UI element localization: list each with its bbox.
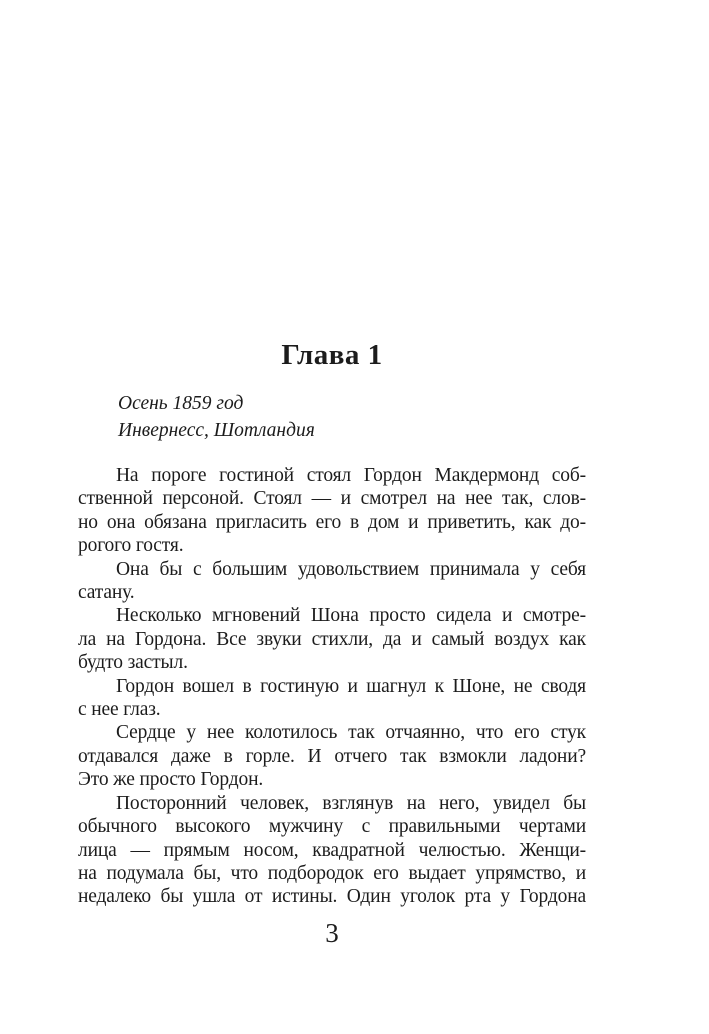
body-line: ственной персоной. Стоял — и смотрел на нее так, слов- xyxy=(78,488,586,510)
body-line: на подумала бы, что подбородок его выдает упрямство, и xyxy=(78,862,586,884)
body-line: лица — прямым носом, квадратной челюстью. Женщи- xyxy=(78,839,586,861)
body-line: Посторонний человек, взглянув на него, увидел бы xyxy=(116,792,586,814)
body-line: На пороге гостиной стоял Гордон Макдермонд соб- xyxy=(116,465,586,486)
chapter-title: Глава 1 xyxy=(281,339,383,371)
epigraph-place: Инвернесс, Шотландия xyxy=(118,420,315,441)
body-line: Она бы с большим удовольствием принимала у себя xyxy=(116,558,586,580)
body-line: отдавался даже в горле. И отчего так взмокли ладони? xyxy=(78,745,586,767)
body-line: Несколько мгновений Шона просто сидела и смотре- xyxy=(116,605,586,627)
body-line: обычного высокого мужчину с правильными чертами xyxy=(78,816,586,838)
body-line: сатану. xyxy=(78,582,135,604)
body-line: будто застыл. xyxy=(78,652,188,674)
body-line: Гордон вошел в гостиную и шагнул к Шоне, не сводя xyxy=(116,675,586,697)
epigraph-date: Осень 1859 год xyxy=(118,393,244,414)
body-line: рогого гостя. xyxy=(78,535,184,557)
page-number: 3 xyxy=(325,918,339,948)
body-text xyxy=(78,464,586,909)
body-line: с нее глаз. xyxy=(78,699,161,721)
body-line: Это же просто Гордон. xyxy=(78,769,264,791)
epigraph xyxy=(118,390,315,444)
body-line: но она обязана пригласить его в дом и приветить, как до- xyxy=(78,511,586,533)
body-line: ла на Гордона. Все звуки стихли, да и самый воздух как xyxy=(78,628,586,650)
body-line: Сердце у нее колотилось так отчаянно, что его стук xyxy=(116,722,586,744)
body-line: недалеко бы ушла от истины. Один уголок рта у Гордона xyxy=(78,886,586,908)
